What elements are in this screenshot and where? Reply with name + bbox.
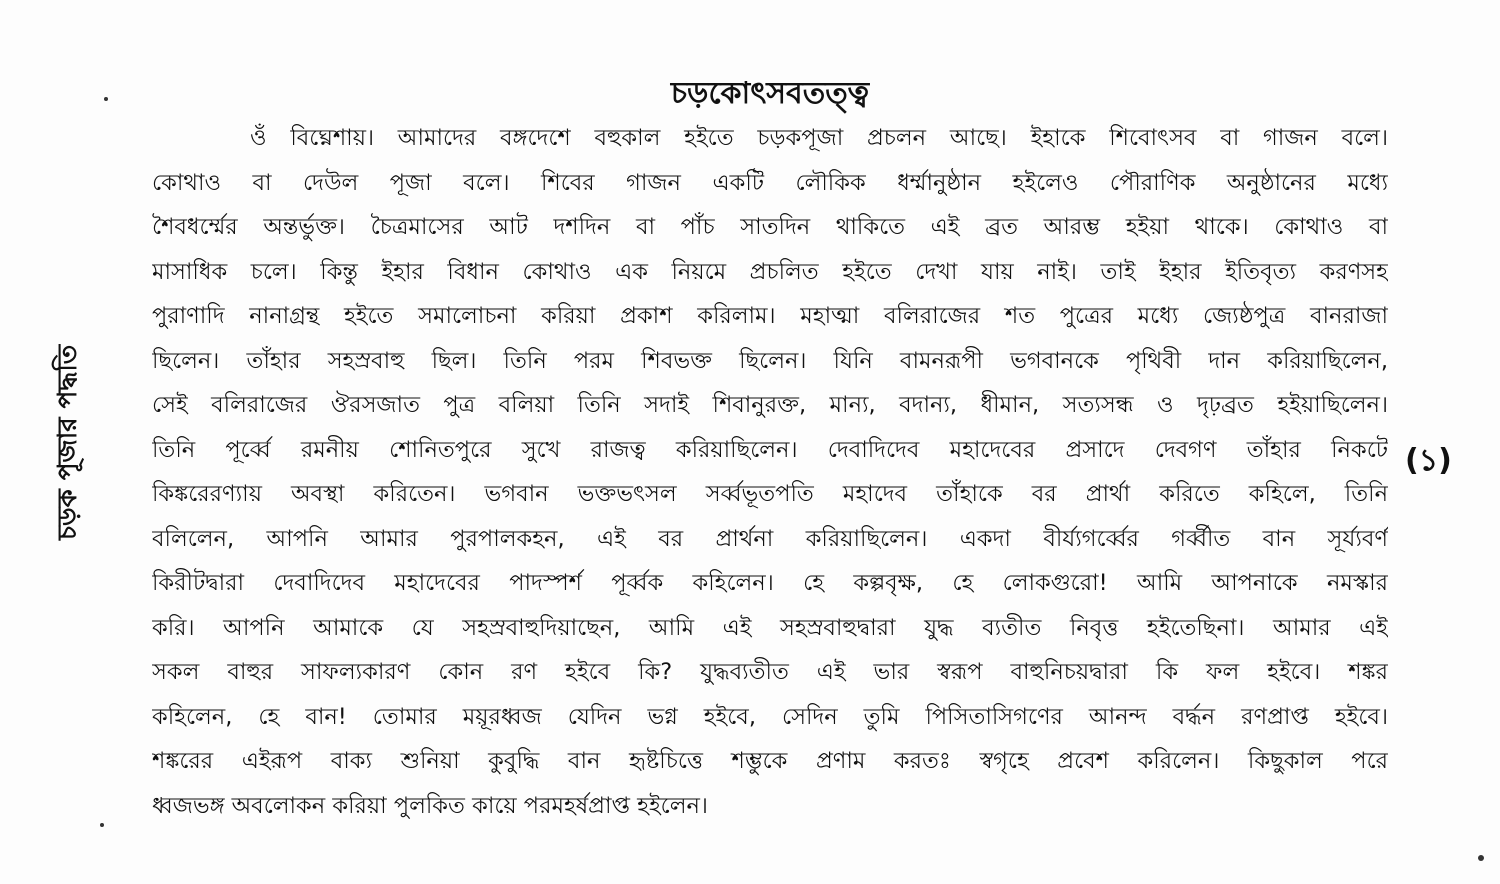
text-line: কিরীটদ্বারা দেবাদিদেব মহাদেবের পাদস্পর্শ পূর্ব্বক কহিলেন। হে কল্পবৃক্ষ, হে লোকগুরো! আমি আপনাকে নমস্কার [152,570,1388,596]
page-number: (১) [1405,443,1452,478]
text-line: বলিলেন, আপনি আমার পুরপালকহন, এই বর প্রার্থনা করিয়াছিলেন। একদা বীর্য্যগর্ব্বের গর্ব্বীত বান সূর্য্যবর্ণ [152,525,1388,552]
text-line: ছিলেন। তাঁহার সহস্রবাহু ছিল। তিনি পরম শিবভক্ত ছিলেন। যিনি বামনরূপী ভগবানকে পৃথিবী দান করিয়াছিলেন, [152,347,1388,374]
text-line: সেই বলিরাজের ঔরসজাত পুত্র বলিয়া তিনি সদাই শিবানুরক্ত, মান্য, বদান্য, ধীমান, সত্যসন্ধ ও দৃঢ়ব্রত হইয়াছিলেন। [152,392,1388,418]
text-line: ধ্বজভঙ্গ অবলোকন করিয়া পুলকিত কায়ে পরমহর্ষপ্রাপ্ত হইলেন। [152,792,708,819]
body-paragraph [152,116,1388,828]
running-head-side-title: চড়ক পূজার পদ্ধতি [53,344,83,540]
text-line: করি। আপনি আমাকে যে সহস্রবাহুদিয়াছেন, আমি এই সহস্রবাহুদ্বারা যুদ্ধ ব্যতীত নিবৃত্ত হইতেছিনা। আমার এই [152,614,1388,641]
text-line: শঙ্করের এইরূপ বাক্য শুনিয়া কুবুদ্ধি বান হৃষ্টচিত্তে শম্ভুকে প্রণাম করতঃ স্বগৃহে প্রবেশ করিলেন। কিছুকাল পরে [152,748,1388,774]
text-line: কিঙ্করেরণ্যায় অবস্থা করিতেন। ভগবান ভক্তভৎসল সর্ব্বভূতপতি মহাদেব তাঁহাকে বর প্রার্থা করিতে কহিলে, তিনি [152,481,1388,507]
ink-speck [104,97,108,101]
text-line: কোথাও বা দেউল পূজা বলে। শিবের গাজন একটি লৌকিক ধর্ম্মানুষ্ঠান হইলেও পৌরাণিক অনুষ্ঠানের মধ্যে [152,169,1388,196]
text-line: কহিলেন, হে বান! তোমার ময়ূরধ্বজ যেদিন ভগ্ন হইবে, সেদিন তুমি পিসিতাসিগণের আনন্দ বর্দ্ধন রণপ্রাপ্ত হইবে। [152,703,1388,730]
text-line: শৈবধর্ম্মের অন্তর্ভুক্ত। চৈত্রমাসের আট দশদিন বা পাঁচ সাতদিন থাকিতে এই ব্রত আরম্ভ হইয়া থাকে। কোথাও বা [152,214,1388,240]
text-line: তিনি পূর্ব্বে রমনীয় শোনিতপুরে সুখে রাজত্ব করিয়াছিলেন। দেবাদিদেব মহাদেবের প্রসাদে দেবগণ তাঁহার নিকটে [152,436,1388,463]
text-line: মাসাধিক চলে। কিন্তু ইহার বিধান কোথাও এক নিয়মে প্রচলিত হইতে দেখা যায় নাই। তাই ইহার ইতিবৃত্য করণসহ [152,258,1388,285]
text-line: পুরাণাদি নানাগ্রন্থ হইতে সমালোচনা করিয়া প্রকাশ করিলাম। মহাত্মা বলিরাজের শত পুত্রের মধ্যে জ্যেষ্ঠপুত্র বানরাজা [152,303,1388,329]
text-line: ওঁ বিঘ্নেশায়। আমাদের বঙ্গদেশে বহুকাল হইতে চড়কপূজা প্রচলন আছে। ইহাকে শিবোৎসব বা গাজন বলে। [250,125,1388,151]
text-line: সকল বাহুর সাফল্যকারণ কোন রণ হইবে কি? যুদ্ধব্যতীত এই ভার স্বরূপ বাহুনিচয়দ্বারা কি ফল হইবে। শঙ্কর [152,659,1388,685]
ink-speck [1478,855,1484,861]
ink-speck [100,823,104,827]
chapter-heading: চড়কোৎসবতত্ত্ব [670,76,870,111]
